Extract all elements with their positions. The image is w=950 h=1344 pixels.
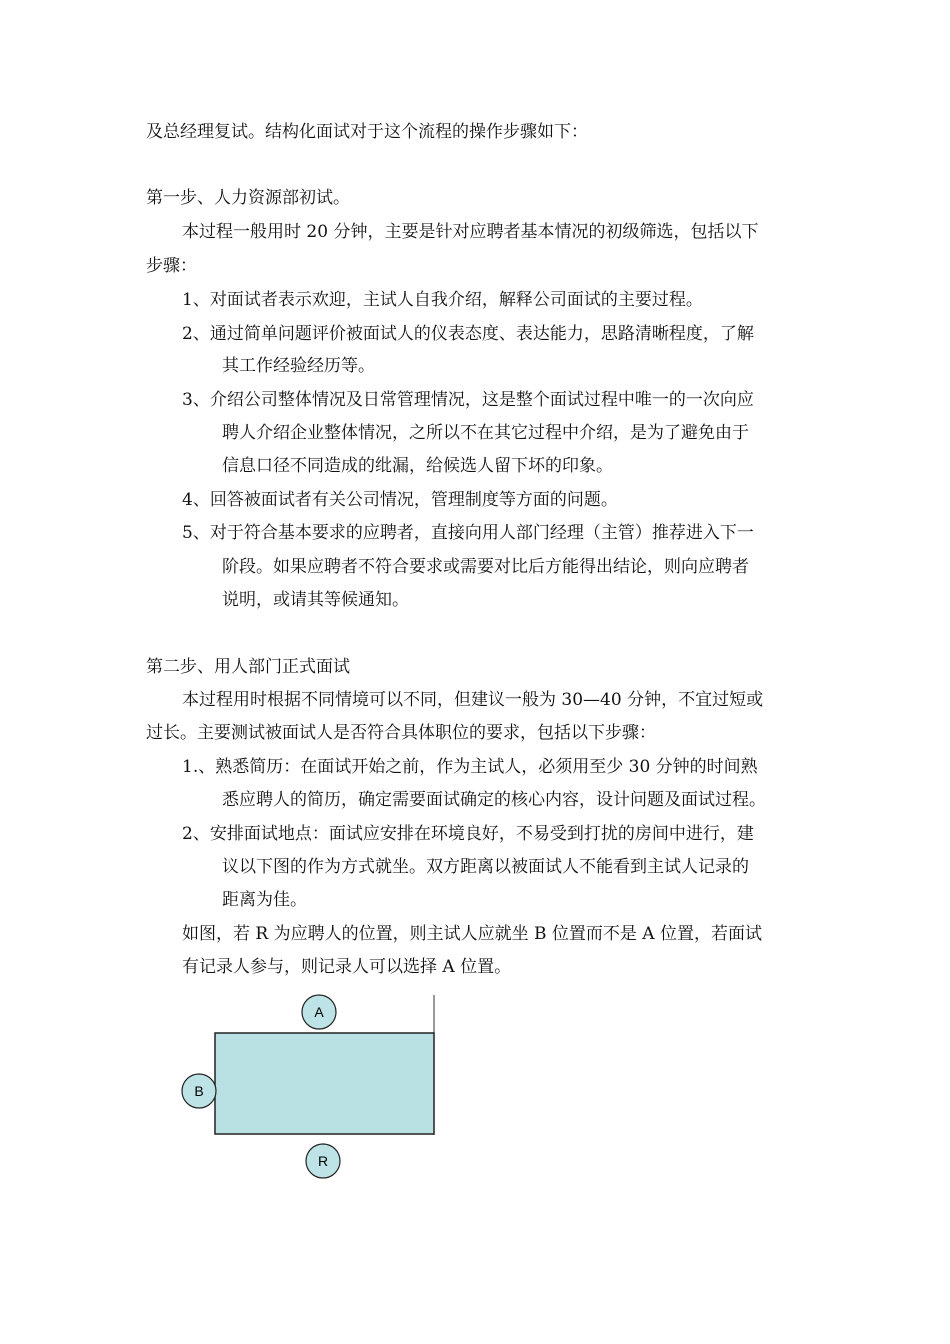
step1-item2-line1: 2、通过简单问题评价被面试人的仪表态度、表达能力，思路清晰程度，了解: [182, 324, 754, 344]
step1-item5-line2: 阶段。如果应聘者不符合要求或需要对比后方能得出结论，则向应聘者: [222, 557, 749, 577]
step1-item3-line3: 信息口径不同造成的纰漏，给候选人留下坏的印象。: [222, 456, 613, 476]
step1-item3-line1: 3、介绍公司整体情况及日常管理情况，这是整个面试过程中唯一的一次向应: [182, 390, 754, 410]
seat-b: [182, 1074, 216, 1108]
step2-heading: 第二步、用人部门正式面试: [146, 657, 350, 677]
step2-item2-line3: 距离为佳。: [222, 890, 307, 910]
step1-item2-line2: 其工作经验经历等。: [222, 356, 375, 376]
step1-paragraph-line1: 本过程一般用时 20 分钟，主要是针对应聘者基本情况的初级筛选，包括以下: [182, 222, 759, 242]
step1-item5-line3: 说明，或请其等候通知。: [222, 590, 409, 610]
intro-line: 及总经理复试。结构化面试对于这个流程的操作步骤如下：: [146, 122, 588, 142]
step1-item1-line1: 1、对面试者表示欢迎，主试人自我介绍，解释公司面试的主要过程。: [182, 290, 703, 310]
step2-paragraph-line2: 过长。主要测试被面试人是否符合具体职位的要求，包括以下步骤：: [146, 723, 656, 743]
seating-diagram: [175, 990, 450, 1180]
figure-note-line2: 有记录人参与，则记录人可以选择 A 位置。: [182, 957, 512, 977]
step1-paragraph-line2: 步骤：: [146, 256, 197, 276]
step2-item1-line1: 1.、熟悉简历：在面试开始之前，作为主试人，必须用至少 30 分钟的时间熟: [182, 757, 758, 777]
step2-item1-line2: 悉应聘人的简历，确定需要面试确定的核心内容，设计问题及面试过程。: [222, 790, 766, 810]
seat-a: [302, 995, 336, 1029]
seat-r: [306, 1144, 340, 1178]
step1-heading: 第一步、人力资源部初试。: [146, 188, 350, 208]
figure-note-line1: 如图，若 R 为应聘人的位置，则主试人应就坐 B 位置而不是 A 位置，若面试: [182, 924, 762, 944]
step2-paragraph-line1: 本过程用时根据不同情境可以不同，但建议一般为 30—40 分钟，不宜过短或: [182, 690, 764, 710]
step1-item3-line2: 聘人介绍企业整体情况，之所以不在其它过程中介绍，是为了避免由于: [222, 423, 749, 443]
step2-item2-line2: 议以下图的作为方式就坐。双方距离以被面试人不能看到主试人记录的: [222, 857, 749, 877]
interview-table: [215, 1033, 434, 1134]
seat-a-label: A: [314, 1004, 324, 1020]
seat-r-label: R: [317, 1153, 329, 1169]
seat-b-label: B: [194, 1083, 204, 1099]
step1-item5-line1: 5、对于符合基本要求的应聘者，直接向用人部门经理（主管）推荐进入下一: [182, 523, 754, 543]
step2-item2-line1: 2、安排面试地点：面试应安排在环境良好，不易受到打扰的房间中进行，建: [182, 824, 754, 844]
step1-item4-line1: 4、回答被面试者有关公司情况，管理制度等方面的问题。: [182, 490, 618, 510]
